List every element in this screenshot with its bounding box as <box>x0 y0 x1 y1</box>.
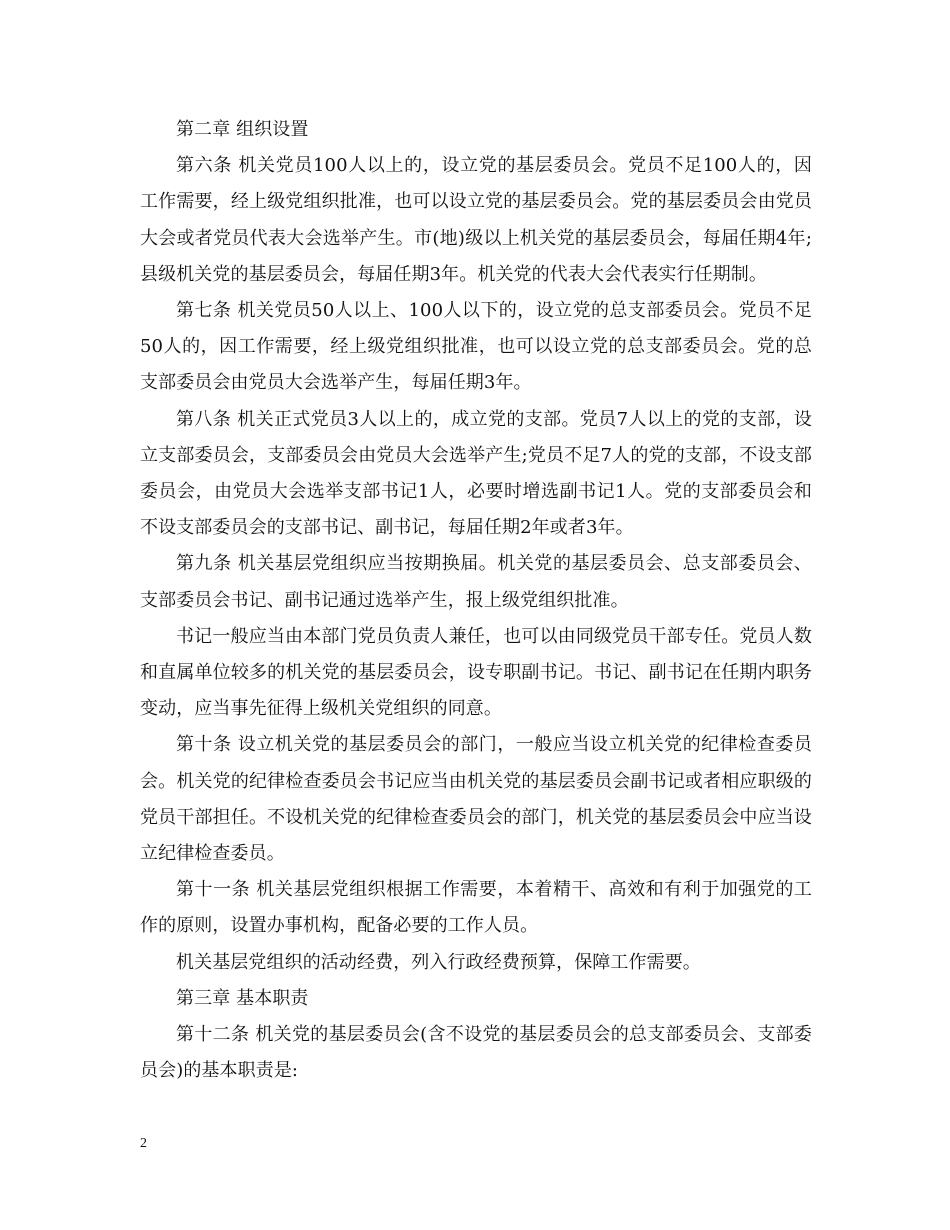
chapter-heading-3: 第三章 基本职责 <box>176 987 309 1009</box>
page-number: 2 <box>140 1136 147 1151</box>
article-11-funding: 机关基层党组织的活动经费，列入行政经费预算，保障工作需要。 <box>176 951 701 973</box>
article-6: 第六条 机关党员100人以上的，设立党的基层委员会。党员不足100人的，因工作需要，经上级党组织批准，也可以设立党的基层委员会。党的基层委员会由党员大会或者党员代表大会选举产生。市(地)级以上机关党的基层委员会，每届任期4年;县级机关党的基层委员会，每届任期3年。机关党的代表大会代表实行任期制。 <box>140 155 812 285</box>
article-7: 第七条 机关党员50人以上、100人以下的，设立党的总支部委员会。党员不足50人的，因工作需要，经上级党组织批准，也可以设立党的总支部委员会。党的总支部委员会由党员大会选举产生，每届任期3年。 <box>140 300 812 394</box>
article-12: 第十二条 机关党的基层委员会(含不设党的基层委员会的总支部委员会、支部委员会)的基本职责是: <box>140 1024 812 1082</box>
article-8: 第八条 机关正式党员3人以上的，成立党的支部。党员7人以上的党的支部，设立支部委员会，支部委员会由党员大会选举产生;党员不足7人的党的支部，不设支部委员会，由党员大会选举支部书记1人，必要时增选副书记1人。党的支部委员会和不设支部委员会的支部书记、副书记，每届任期2年或者3年。 <box>140 408 812 539</box>
article-11: 第十一条 机关基层党组织根据工作需要，本着精干、高效和有利于加强党的工作的原则，设置办事机构，配备必要的工作人员。 <box>140 879 812 937</box>
article-9: 第九条 机关基层党组织应当按期换届。机关党的基层委员会、总支部委员会、支部委员会书记、副书记通过选举产生，报上级党组织批准。 <box>140 553 812 611</box>
chapter-heading-2: 第二章 组织设置 <box>176 119 309 140</box>
document-body <box>140 112 812 1089</box>
article-10: 第十条 设立机关党的基层委员会的部门，一般应当设立机关党的纪律检查委员会。机关党的纪律检查委员会书记应当由机关党的基层委员会副书记或者相应职级的党员干部担任。不设机关党的纪律检查委员会的部门，机关党的基层委员会中应当设立纪律检查委员。 <box>140 734 812 865</box>
article-9-secretary: 书记一般应当由本部门党员负责人兼任，也可以由同级党员干部专任。党员人数和直属单位较多的机关党的基层委员会，设专职副书记。书记、副书记在任期内职务变动，应当事先征得上级机关党组织的同意。 <box>140 625 812 720</box>
